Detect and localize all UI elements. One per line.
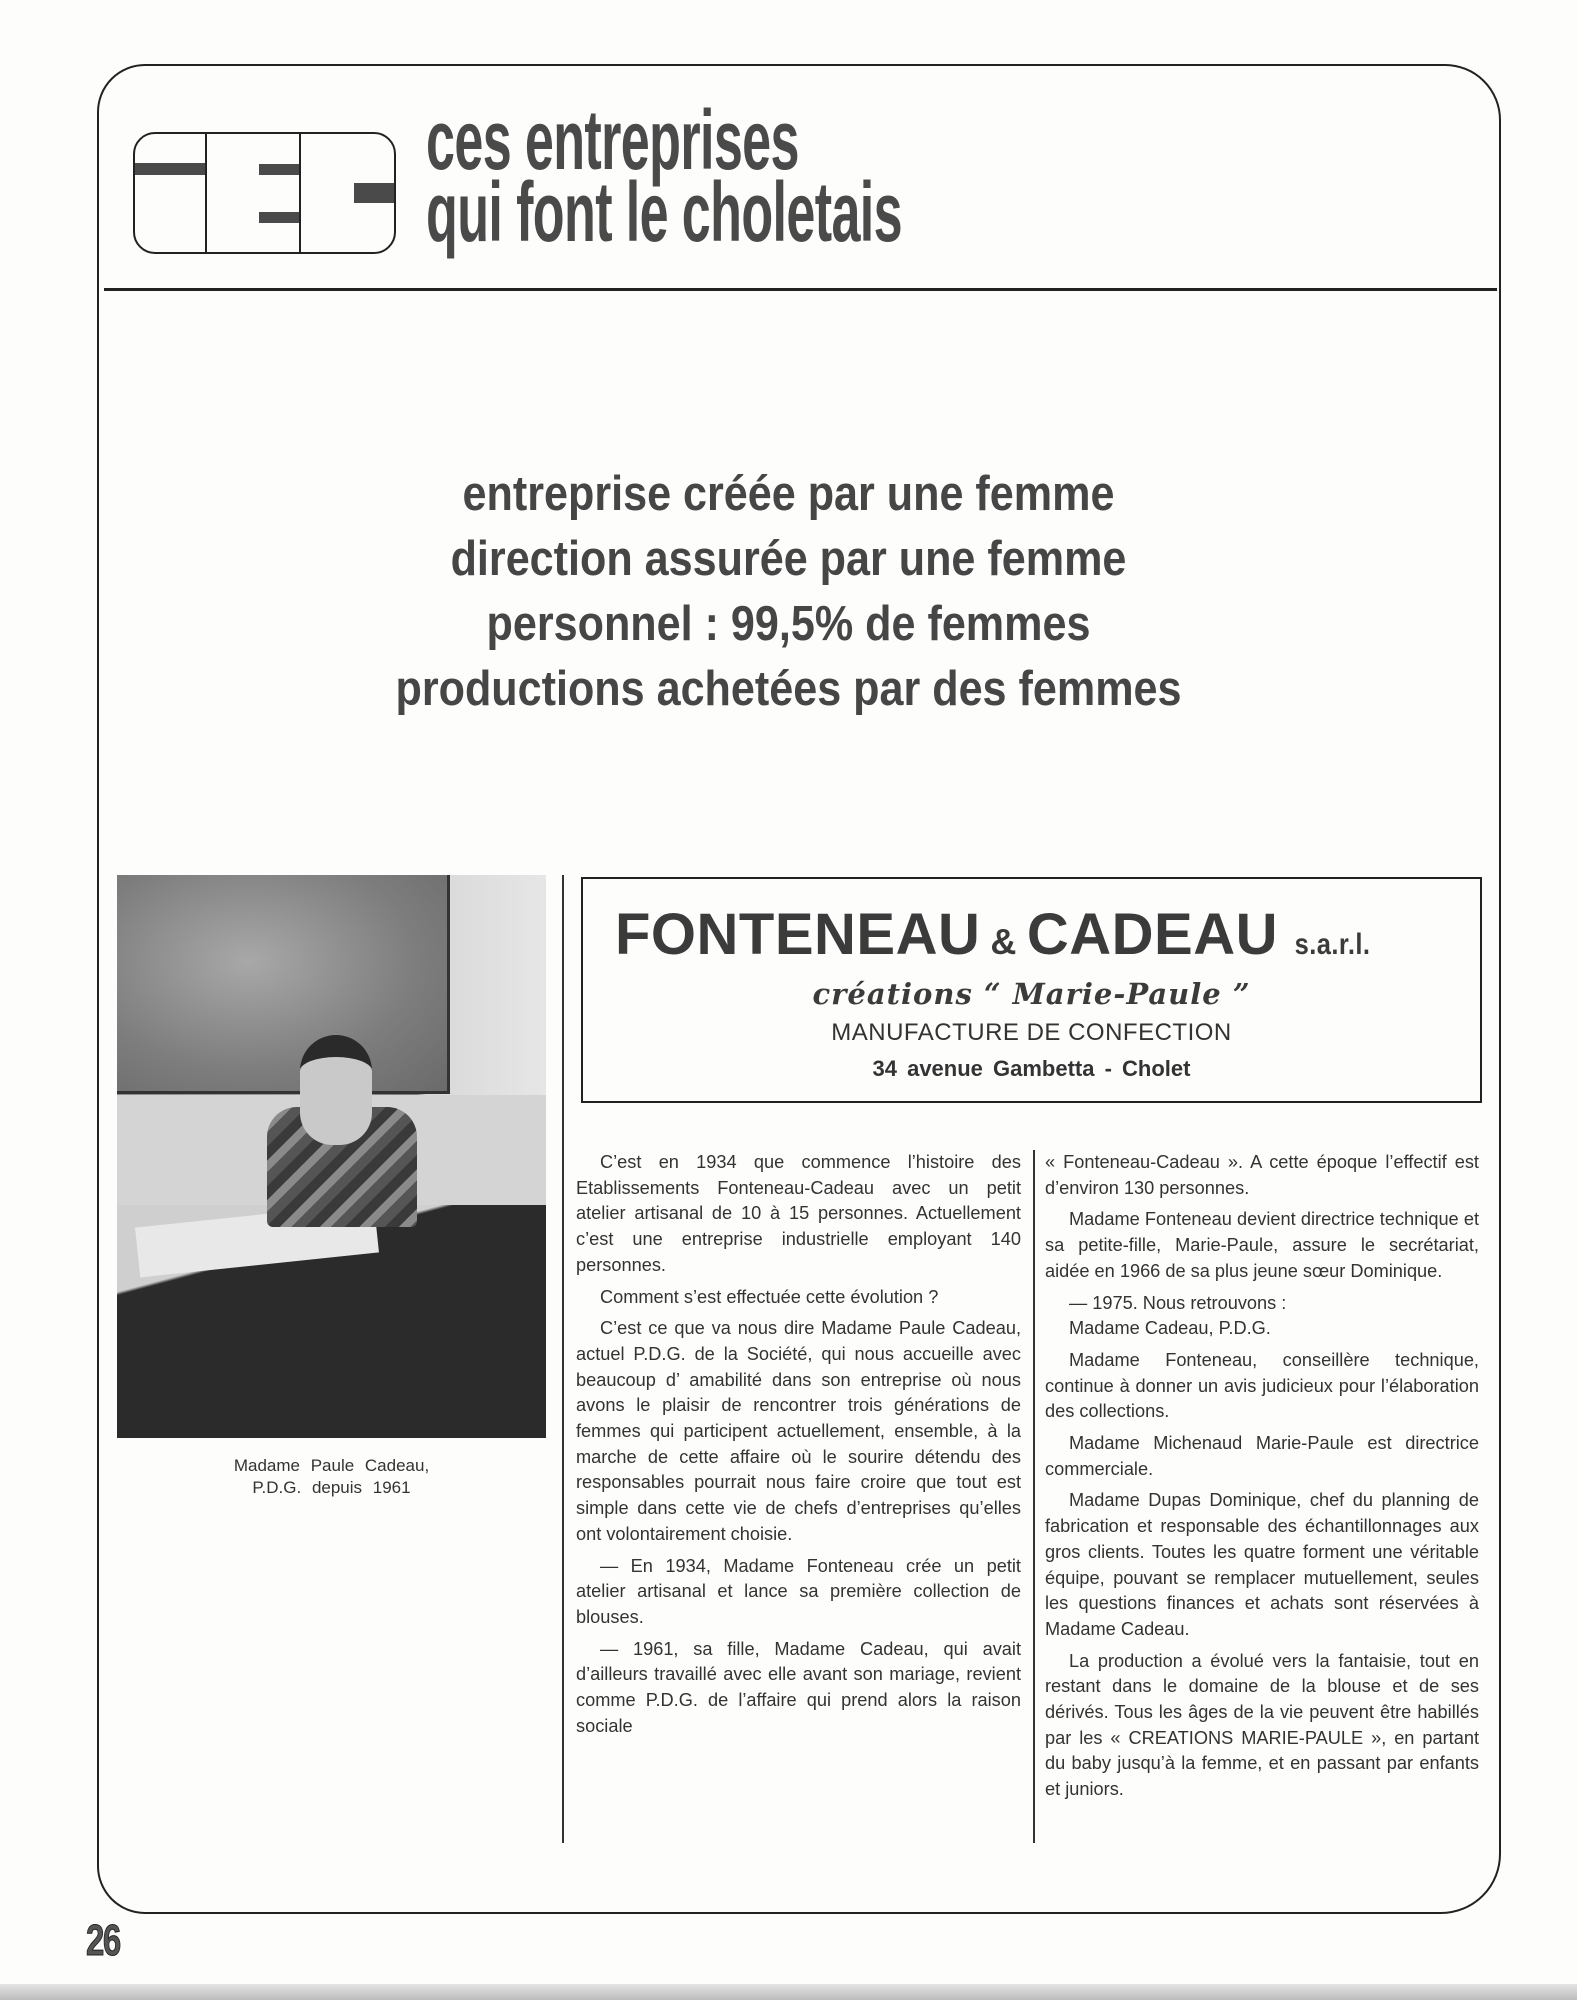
company-name-part: CADEAU xyxy=(1026,902,1279,967)
iec-logo xyxy=(133,132,396,254)
tagline-line: direction assurée par une femme xyxy=(450,532,1127,586)
section-headline xyxy=(426,93,902,259)
logo-divider xyxy=(299,134,301,252)
company-name xyxy=(615,901,1377,968)
article-column-2 xyxy=(1045,1150,1479,1809)
legal-form: s.a.r.l. xyxy=(1294,928,1371,961)
paragraph: Madame Dupas Dominique, chef du planning de fabrication et responsable des échantillonnages aux gros clients. Toutes les quatre forment une véritable équipe, pouvant se remplacer mutuellement, seules les questions finances et achats sont réservées à Madame Cadeau. xyxy=(1045,1490,1479,1639)
brand-name: créations “ Marie-Paule ” xyxy=(812,977,1251,1011)
tagline xyxy=(95,462,1483,722)
article-column-1 xyxy=(576,1150,1021,1745)
headline-line: ces entreprises xyxy=(426,93,799,187)
paragraph: Madame Fonteneau devient directrice technique et sa petite-fille, Marie-Paule, assure le secrétariat, aidée en 1966 de sa plus jeune sœur Dominique. xyxy=(1045,1209,1479,1281)
paragraph: Madame Michenaud Marie-Paule est directrice commerciale. xyxy=(1045,1433,1479,1479)
paragraph: — En 1934, Madame Fonteneau crée un petit atelier artisanal et lance sa première collection de blouses. xyxy=(576,1555,1021,1627)
portrait-photo xyxy=(117,875,546,1438)
paragraph: C’est ce que va nous dire Madame Paule Cadeau, actuel P.D.G. de la Société, qui nous accueille avec beaucoup d’ amabilité dans son entreprise où nous avons le plaisir de rencontrer trois générations de femmes qui participent actuellement, ensemble, à la marche de cette affaire où le sourire détendu des responsables pourrait nous faire croire que tout est simple dans cette vie de chefs d’entreprises qu’elles ont volontairement choisie. xyxy=(576,1318,1021,1544)
headline-line: qui font le choletais xyxy=(426,165,902,259)
tagline-line: personnel : 99,5% de femmes xyxy=(486,597,1091,651)
caption-line: Madame Paule Cadeau, xyxy=(233,1456,430,1475)
company-activity: MANUFACTURE DE CONFECTION xyxy=(831,1019,1232,1046)
paragraph: La production a évolué vers la fantaisie, tout en restant dans le domaine de la blouse et de ses dérivés. Tous les âges de la vie peuvent être habillés par les « CREATIONS MARIE-PAULE », en partant du baby jusqu’à la femme, et en passant par enfants et juniors. xyxy=(1045,1650,1479,1800)
paragraph: Comment s’est effectuée cette évolution ? xyxy=(600,1286,939,1307)
wall-map xyxy=(117,875,450,1094)
page-number: 26 xyxy=(86,1916,120,1965)
paragraph: C’est en 1934 que commence l’histoire des Etablissements Fonteneau-Cadeau avec un petit atelier artisanal de 10 à 15 personnes. Actuellement c’est une entreprise industrielle employant 140 personnes. xyxy=(576,1152,1021,1275)
logo-bar xyxy=(259,212,299,223)
header-rule xyxy=(104,288,1497,291)
column-divider xyxy=(562,875,564,1843)
photo-caption xyxy=(117,1455,546,1499)
paragraph: — 1975. Nous retrouvons : xyxy=(1069,1292,1287,1313)
ampersand: & xyxy=(990,921,1017,962)
company-name-part: FONTENEAU xyxy=(615,902,981,967)
company-box xyxy=(581,877,1482,1103)
paragraph: — 1961, sa fille, Madame Cadeau, qui avait d’ailleurs travaillé avec elle avant son mariage, revient comme P.D.G. de l’affaire qui prend alors la raison sociale xyxy=(576,1638,1021,1736)
paragraph: Madame Cadeau, P.D.G. xyxy=(1069,1318,1271,1339)
tagline-line: entreprise créée par une femme xyxy=(462,467,1115,521)
logo-bar xyxy=(259,164,299,175)
logo-bar xyxy=(135,163,205,175)
paragraph: « Fonteneau-Cadeau ». A cette époque l’effectif est d’environ 130 personnes. xyxy=(1045,1152,1479,1198)
paragraph: Madame Fonteneau, conseillère technique, continue à donner un avis judicieux pour l’élaboration des collections. xyxy=(1045,1349,1479,1422)
logo-bar xyxy=(354,183,394,203)
company-address: 34 avenue Gambetta - Cholet xyxy=(872,1056,1191,1081)
person-head xyxy=(300,1035,372,1145)
logo-divider xyxy=(205,134,207,252)
page-edge-shadow xyxy=(0,1984,1577,2000)
caption-line: P.D.G. depuis 1961 xyxy=(252,1478,411,1497)
column-divider xyxy=(1033,1150,1035,1843)
tagline-line: productions achetées par des femmes xyxy=(395,662,1182,716)
